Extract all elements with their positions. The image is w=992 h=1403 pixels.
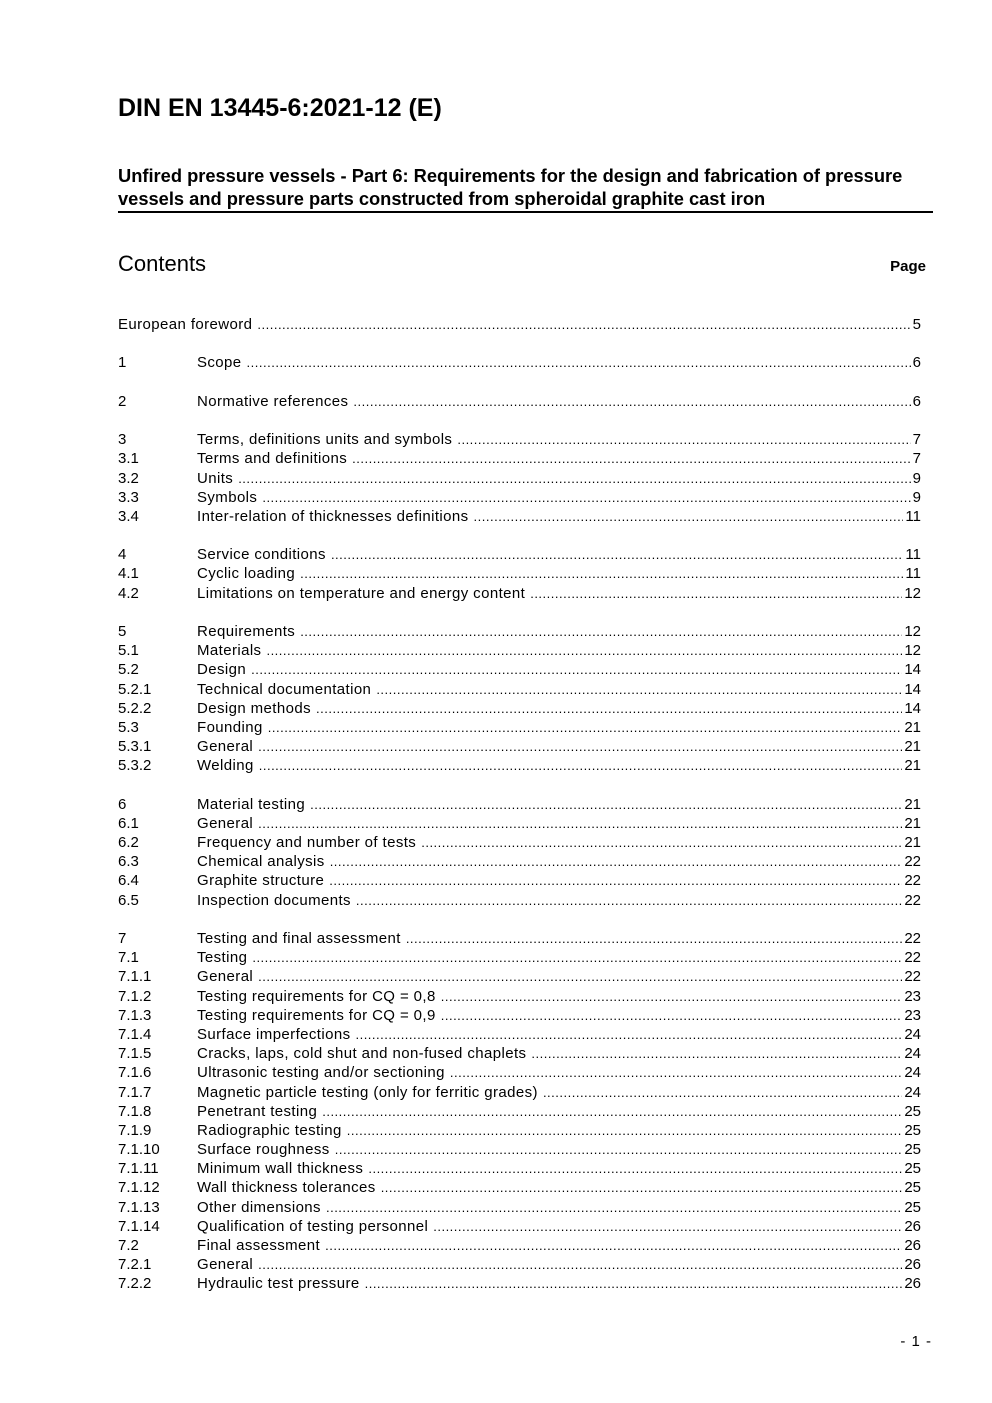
toc-entry-page[interactable]: 12 bbox=[904, 584, 921, 602]
toc-entry-page[interactable]: 22 bbox=[904, 872, 921, 890]
toc-entry-title[interactable]: Requirements bbox=[197, 623, 296, 640]
toc-entry-number: 5.2.1 bbox=[118, 680, 152, 698]
toc-entry-page[interactable]: 25 bbox=[904, 1121, 921, 1139]
document-id: DIN EN 13445-6:2021-12 (E) bbox=[118, 94, 442, 122]
toc-entry-page[interactable]: 21 bbox=[904, 738, 921, 756]
toc-entry[interactable] bbox=[118, 622, 921, 641]
toc-entry-page[interactable]: 14 bbox=[904, 661, 921, 679]
toc-leader-dots bbox=[258, 967, 902, 986]
toc-entry-page[interactable]: 11 bbox=[905, 546, 921, 564]
toc-entry-number: 3.2 bbox=[118, 469, 139, 487]
toc-entry-number: 5.1 bbox=[118, 642, 139, 660]
toc-entry-number: 7.1 bbox=[118, 949, 139, 967]
toc-entry-number: 7.1.12 bbox=[118, 1179, 160, 1197]
toc-entry-number: 7.1.4 bbox=[118, 1025, 152, 1043]
table-of-contents bbox=[118, 315, 921, 1294]
toc-leader-dots bbox=[262, 488, 910, 507]
toc-entry-number: 7.1.1 bbox=[118, 968, 152, 986]
toc-leader-dots bbox=[266, 641, 902, 660]
toc-entry-number: 5 bbox=[118, 623, 127, 640]
toc-leader-dots bbox=[300, 564, 903, 583]
toc-entry[interactable] bbox=[118, 1063, 921, 1082]
toc-entry-title[interactable]: Technical documentation bbox=[197, 680, 372, 698]
toc-entry-title[interactable]: Testing and final assessment bbox=[197, 930, 401, 947]
toc-entry-number: 5.3.1 bbox=[118, 738, 152, 756]
toc-entry-title[interactable]: Testing requirements for CQ = 0,8 bbox=[197, 987, 436, 1005]
toc-entry-number: 7.1.9 bbox=[118, 1121, 152, 1139]
toc-entry[interactable] bbox=[118, 488, 921, 507]
toc-entry[interactable] bbox=[118, 545, 921, 564]
toc-entry-page[interactable]: 26 bbox=[904, 1275, 921, 1293]
toc-entry-page[interactable]: 22 bbox=[904, 853, 921, 871]
toc-entry[interactable] bbox=[118, 564, 921, 583]
toc-entry-title[interactable]: Design methods bbox=[197, 699, 311, 717]
toc-entry-number: 5.2 bbox=[118, 661, 139, 679]
toc-entry-title[interactable]: General bbox=[197, 738, 254, 756]
toc-entry-page[interactable]: 25 bbox=[904, 1102, 921, 1120]
page-number: - 1 - bbox=[900, 1333, 932, 1350]
toc-leader-dots bbox=[530, 584, 902, 603]
toc-leader-dots bbox=[376, 680, 902, 699]
toc-entry-page[interactable]: 6 bbox=[912, 392, 921, 410]
toc-leader-dots bbox=[331, 545, 903, 564]
toc-entry[interactable] bbox=[118, 795, 921, 814]
toc-leader-dots bbox=[325, 1236, 902, 1255]
toc-entry[interactable] bbox=[118, 987, 921, 1006]
toc-entry-title[interactable]: Hydraulic test pressure bbox=[197, 1275, 360, 1293]
toc-leader-dots bbox=[329, 871, 902, 890]
toc-leader-dots bbox=[326, 1198, 902, 1217]
toc-leader-dots bbox=[355, 1025, 902, 1044]
toc-entry[interactable] bbox=[118, 852, 921, 871]
toc-entry-number: 6.2 bbox=[118, 834, 139, 852]
toc-entry-page[interactable]: 21 bbox=[904, 757, 921, 775]
toc-leader-dots bbox=[310, 795, 902, 814]
toc-entry-number: 4.2 bbox=[118, 584, 139, 602]
toc-leader-dots bbox=[433, 1217, 902, 1236]
toc-entry-title[interactable]: Terms, definitions units and symbols bbox=[197, 431, 453, 449]
toc-leader-dots bbox=[251, 660, 902, 679]
toc-leader-dots bbox=[316, 699, 902, 718]
toc-entry[interactable] bbox=[118, 469, 921, 488]
toc-entry-title[interactable]: Materials bbox=[197, 642, 262, 660]
toc-entry[interactable] bbox=[118, 353, 921, 372]
toc-entry-title[interactable]: Service conditions bbox=[197, 546, 326, 564]
toc-entry-title[interactable]: Surface roughness bbox=[197, 1141, 330, 1159]
toc-entry[interactable] bbox=[118, 833, 921, 852]
toc-entry-page[interactable]: 22 bbox=[904, 949, 921, 967]
toc-entry[interactable] bbox=[118, 1025, 921, 1044]
toc-entry-title[interactable]: Penetrant testing bbox=[197, 1102, 318, 1120]
toc-leader-dots bbox=[352, 449, 911, 468]
toc-entry-number: 7.1.3 bbox=[118, 1006, 152, 1024]
toc-entry[interactable] bbox=[118, 1255, 921, 1274]
toc-entry-number: 7.1.14 bbox=[118, 1217, 160, 1235]
toc-leader-dots bbox=[441, 1006, 903, 1025]
toc-leader-dots bbox=[474, 507, 904, 526]
toc-leader-dots bbox=[381, 1178, 903, 1197]
toc-leader-dots bbox=[365, 1274, 903, 1293]
toc-leader-dots bbox=[258, 814, 902, 833]
toc-entry-page[interactable]: 12 bbox=[904, 642, 921, 660]
toc-entry-title[interactable]: Limitations on temperature and energy content bbox=[197, 584, 526, 602]
toc-entry-number: 1 bbox=[118, 354, 127, 372]
toc-entry-number: 6.4 bbox=[118, 872, 139, 890]
toc-leader-dots bbox=[258, 737, 902, 756]
toc-entry-title[interactable]: Frequency and number of tests bbox=[197, 834, 417, 852]
toc-entry-title[interactable]: Cracks, laps, cold shut and non-fused chaplets bbox=[197, 1045, 527, 1063]
toc-entry[interactable] bbox=[118, 1178, 921, 1197]
toc-entry-title[interactable]: Final assessment bbox=[197, 1237, 321, 1254]
toc-leader-dots bbox=[421, 833, 902, 852]
toc-entry-title[interactable]: Normative references bbox=[197, 392, 349, 410]
toc-entry-title[interactable]: General bbox=[197, 814, 254, 832]
toc-leader-dots bbox=[300, 622, 902, 641]
toc-entry-title[interactable]: Chemical analysis bbox=[197, 853, 325, 871]
toc-entry[interactable] bbox=[118, 891, 921, 910]
toc-leader-dots bbox=[457, 430, 910, 449]
toc-entry-number: 3.1 bbox=[118, 450, 139, 468]
toc-entry-page[interactable]: 26 bbox=[904, 1217, 921, 1235]
toc-entry-number: 5.3 bbox=[118, 718, 139, 736]
toc-entry[interactable] bbox=[118, 1121, 921, 1140]
toc-entry-number: 7.1.2 bbox=[118, 987, 152, 1005]
toc-entry[interactable] bbox=[118, 449, 921, 468]
page-column-heading: Page bbox=[890, 258, 926, 275]
toc-entry-page[interactable]: 22 bbox=[904, 891, 921, 909]
toc-entry-page[interactable]: 7 bbox=[912, 431, 921, 449]
toc-leader-dots bbox=[238, 469, 910, 488]
toc-entry[interactable] bbox=[118, 967, 921, 986]
toc-entry[interactable] bbox=[118, 680, 921, 699]
toc-entry-page[interactable]: 11 bbox=[905, 507, 921, 525]
toc-entry[interactable] bbox=[118, 1217, 921, 1236]
toc-leader-dots bbox=[247, 353, 911, 372]
toc-entry[interactable] bbox=[118, 871, 921, 890]
toc-entry[interactable] bbox=[118, 756, 921, 775]
toc-entry-page[interactable]: 7 bbox=[912, 450, 921, 468]
toc-entry-number: 6.1 bbox=[118, 814, 139, 832]
toc-entry-page[interactable]: 9 bbox=[912, 488, 921, 506]
toc-entry-title[interactable]: European foreword bbox=[118, 316, 253, 333]
toc-entry[interactable] bbox=[118, 929, 921, 948]
toc-entry[interactable] bbox=[118, 814, 921, 833]
toc-entry-number: 4 bbox=[118, 546, 127, 564]
toc-entry-title[interactable]: Inspection documents bbox=[197, 891, 351, 909]
toc-entry[interactable] bbox=[118, 1198, 921, 1217]
toc-entry[interactable] bbox=[118, 507, 921, 526]
toc-entry-page[interactable]: 22 bbox=[904, 930, 921, 947]
toc-entry-title[interactable]: Cyclic loading bbox=[197, 565, 296, 583]
toc-entry-title[interactable]: Graphite structure bbox=[197, 872, 325, 890]
toc-leader-dots bbox=[252, 948, 902, 967]
toc-entry-number: 6.5 bbox=[118, 891, 139, 909]
toc-leader-dots bbox=[356, 891, 902, 910]
toc-entry-page[interactable]: 24 bbox=[904, 1045, 921, 1063]
toc-entry[interactable] bbox=[118, 718, 921, 737]
toc-entry-page[interactable]: 24 bbox=[904, 1083, 921, 1101]
toc-leader-dots bbox=[322, 1102, 902, 1121]
toc-entry-page[interactable]: 21 bbox=[904, 834, 921, 852]
toc-entry-page[interactable]: 21 bbox=[904, 795, 921, 813]
toc-entry-title[interactable]: Ultrasonic testing and/or sectioning bbox=[197, 1064, 445, 1082]
toc-entry[interactable] bbox=[118, 1140, 921, 1159]
toc-entry-page[interactable]: 14 bbox=[904, 680, 921, 698]
toc-entry-number: 7.2.2 bbox=[118, 1275, 152, 1293]
toc-entry[interactable] bbox=[118, 699, 921, 718]
toc-entry-number: 7.2 bbox=[118, 1237, 139, 1254]
toc-entry-title[interactable]: Founding bbox=[197, 718, 263, 736]
toc-leader-dots bbox=[257, 315, 910, 334]
toc-entry[interactable] bbox=[118, 1274, 921, 1293]
toc-entry[interactable] bbox=[118, 315, 921, 334]
toc-leader-dots bbox=[441, 987, 903, 1006]
toc-entry-title[interactable]: Testing bbox=[197, 949, 248, 967]
toc-entry-title[interactable]: Other dimensions bbox=[197, 1198, 321, 1216]
toc-leader-dots bbox=[353, 392, 910, 411]
toc-entry-page[interactable]: 22 bbox=[904, 968, 921, 986]
toc-entry[interactable] bbox=[118, 1083, 921, 1102]
toc-entry-page[interactable]: 26 bbox=[904, 1237, 921, 1254]
toc-entry[interactable] bbox=[118, 1006, 921, 1025]
toc-entry-page[interactable]: 24 bbox=[904, 1025, 921, 1043]
toc-entry-title[interactable]: Wall thickness tolerances bbox=[197, 1179, 376, 1197]
toc-entry-title[interactable]: Material testing bbox=[197, 795, 306, 813]
toc-entry-page[interactable]: 25 bbox=[904, 1141, 921, 1159]
toc-entry-page[interactable]: 23 bbox=[904, 1006, 921, 1024]
toc-entry-number: 5.3.2 bbox=[118, 757, 152, 775]
document-title: Unfired pressure vessels - Part 6: Requirements for the design and fabrication of pressure vessels and pressure parts constructed from spheroidal graphite cast iron bbox=[118, 164, 933, 213]
toc-leader-dots bbox=[531, 1044, 902, 1063]
toc-entry-page[interactable]: 25 bbox=[904, 1198, 921, 1216]
toc-entry-title[interactable]: Testing requirements for CQ = 0,9 bbox=[197, 1006, 436, 1024]
toc-entry[interactable] bbox=[118, 1159, 921, 1178]
toc-entry[interactable] bbox=[118, 392, 921, 411]
toc-entry-number: 3.4 bbox=[118, 507, 139, 525]
toc-leader-dots bbox=[347, 1121, 903, 1140]
toc-leader-dots bbox=[268, 718, 903, 737]
toc-entry-number: 7.1.7 bbox=[118, 1083, 152, 1101]
toc-entry[interactable] bbox=[118, 1044, 921, 1063]
toc-entry-page[interactable]: 9 bbox=[912, 469, 921, 487]
toc-entry-page[interactable]: 25 bbox=[904, 1179, 921, 1197]
toc-entry-title[interactable]: Terms and definitions bbox=[197, 450, 348, 468]
toc-entry[interactable] bbox=[118, 1236, 921, 1255]
toc-entry-page[interactable]: 25 bbox=[904, 1160, 921, 1178]
toc-entry-number: 7.1.5 bbox=[118, 1045, 152, 1063]
toc-entry-number: 7.1.11 bbox=[118, 1160, 159, 1178]
toc-entry-page[interactable]: 5 bbox=[912, 316, 921, 333]
toc-entry-page[interactable]: 11 bbox=[905, 565, 921, 583]
toc-leader-dots bbox=[406, 929, 903, 948]
toc-entry-title[interactable]: General bbox=[197, 1256, 254, 1274]
toc-leader-dots bbox=[335, 1140, 903, 1159]
toc-entry[interactable] bbox=[118, 430, 921, 449]
toc-entry-number: 7.1.10 bbox=[118, 1141, 160, 1159]
toc-entry-title[interactable]: Surface imperfections bbox=[197, 1025, 351, 1043]
toc-entry-title[interactable]: Units bbox=[197, 469, 234, 487]
toc-entry-title[interactable]: Symbols bbox=[197, 488, 258, 506]
toc-entry-number: 2 bbox=[118, 392, 127, 410]
toc-leader-dots bbox=[450, 1063, 902, 1082]
toc-leader-dots bbox=[543, 1083, 902, 1102]
toc-entry-page[interactable]: 21 bbox=[904, 718, 921, 736]
toc-entry[interactable] bbox=[118, 948, 921, 967]
toc-entry[interactable] bbox=[118, 584, 921, 603]
toc-entry-number: 7.1.8 bbox=[118, 1102, 152, 1120]
toc-entry-number: 7.2.1 bbox=[118, 1256, 152, 1274]
toc-entry-page[interactable]: 12 bbox=[904, 623, 921, 640]
toc-entry-number: 5.2.2 bbox=[118, 699, 152, 717]
toc-entry[interactable] bbox=[118, 641, 921, 660]
toc-entry-title[interactable]: Radiographic testing bbox=[197, 1121, 342, 1139]
toc-entry-number: 4.1 bbox=[118, 565, 139, 583]
toc-entry-number: 6 bbox=[118, 795, 127, 813]
toc-entry-title[interactable]: Scope bbox=[197, 354, 242, 372]
toc-entry-number: 3.3 bbox=[118, 488, 139, 506]
toc-leader-dots bbox=[259, 756, 903, 775]
toc-entry-title[interactable]: Welding bbox=[197, 757, 254, 775]
toc-entry-title[interactable]: General bbox=[197, 968, 254, 986]
toc-leader-dots bbox=[368, 1159, 902, 1178]
toc-entry[interactable] bbox=[118, 660, 921, 679]
toc-entry[interactable] bbox=[118, 737, 921, 756]
toc-entry-title[interactable]: Inter-relation of thicknesses definitions bbox=[197, 507, 469, 525]
toc-entry-number: 3 bbox=[118, 431, 127, 449]
toc-entry[interactable] bbox=[118, 1102, 921, 1121]
toc-leader-dots bbox=[330, 852, 903, 871]
toc-leader-dots bbox=[258, 1255, 902, 1274]
toc-entry-page[interactable]: 14 bbox=[904, 699, 921, 717]
toc-entry-number: 7.1.13 bbox=[118, 1198, 160, 1216]
toc-entry-title[interactable]: Magnetic particle testing (only for ferritic grades) bbox=[197, 1083, 538, 1101]
toc-entry-page[interactable]: 26 bbox=[904, 1256, 921, 1274]
contents-heading: Contents bbox=[118, 251, 207, 276]
toc-entry-number: 7.1.6 bbox=[118, 1064, 152, 1082]
toc-entry-number: 7 bbox=[118, 930, 127, 947]
toc-entry-title[interactable]: Design bbox=[197, 661, 247, 679]
toc-entry-title[interactable]: Minimum wall thickness bbox=[197, 1160, 364, 1178]
toc-entry-page[interactable]: 24 bbox=[904, 1064, 921, 1082]
toc-entry-page[interactable]: 6 bbox=[912, 354, 921, 372]
toc-entry-page[interactable]: 21 bbox=[904, 814, 921, 832]
toc-entry-title[interactable]: Qualification of testing personnel bbox=[197, 1217, 429, 1235]
toc-entry-page[interactable]: 23 bbox=[904, 987, 921, 1005]
toc-entry-number: 6.3 bbox=[118, 853, 139, 871]
